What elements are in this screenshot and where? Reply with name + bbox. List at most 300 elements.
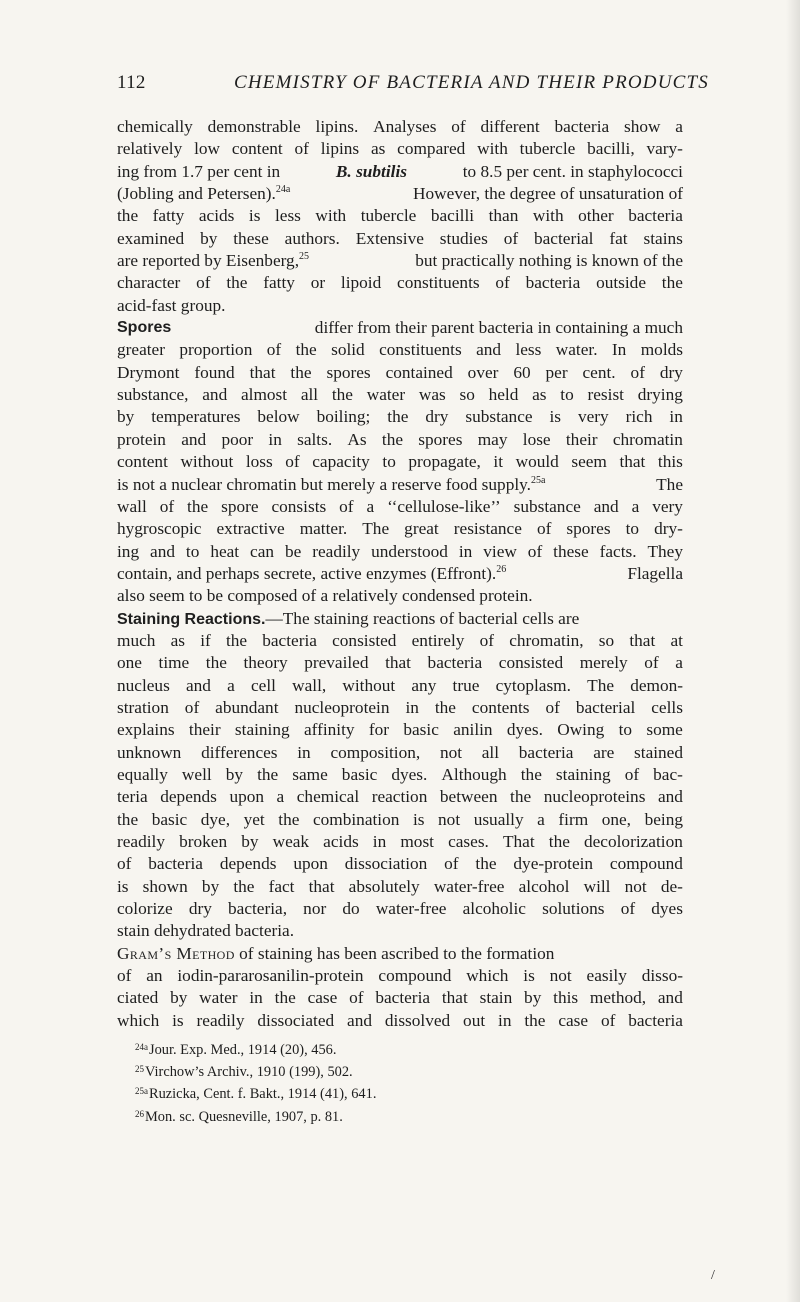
word: of: [527, 541, 543, 561]
word: in: [498, 1010, 512, 1030]
word: acids: [323, 832, 359, 851]
word: authors.: [284, 228, 340, 248]
word: water-free: [375, 899, 447, 919]
text-line: [117, 1010, 683, 1032]
word: to: [382, 452, 396, 472]
word: is: [117, 876, 129, 896]
word: out: [463, 1010, 486, 1030]
word: Extensive: [355, 228, 424, 248]
word: cytoplasm.: [495, 675, 571, 695]
word: with: [315, 206, 347, 226]
word: The: [587, 675, 615, 695]
word: capacity: [312, 452, 370, 472]
word: depends: [219, 854, 277, 874]
footnote: [135, 1060, 376, 1082]
text-segment: Gram’s Method of staining has been ascribed to the formation: [117, 943, 554, 965]
word: fatty: [152, 206, 185, 226]
word: consisted: [332, 630, 397, 650]
word: almost: [240, 385, 288, 405]
word: same: [292, 764, 328, 784]
word: would: [515, 452, 559, 472]
word: readily: [196, 1010, 245, 1030]
word: very: [652, 496, 683, 516]
word: hygroscopic: [117, 519, 202, 539]
word: without: [342, 675, 396, 695]
text-line: [117, 898, 683, 920]
word: that: [308, 876, 335, 896]
word: at: [670, 630, 683, 650]
footnote-ref[interactable]: 26: [496, 563, 507, 575]
word: these: [553, 541, 589, 561]
text-segment: is not a nuclear chromatin but merely a reserve food supply.$^{25a}$: [117, 474, 546, 494]
word: poor: [221, 429, 254, 449]
word: readily: [312, 541, 361, 561]
word: that: [249, 362, 276, 382]
text-line: [117, 339, 683, 361]
word: chromatin: [612, 429, 683, 449]
text-line: [117, 138, 683, 160]
word: bacteria: [628, 206, 683, 226]
text-segment: acid-fast group.: [117, 295, 226, 315]
word: so: [598, 630, 615, 650]
word: cell: [250, 675, 276, 695]
word: dye,: [200, 809, 231, 829]
section-heading: Staining Reactions.: [117, 610, 266, 628]
word: acids: [198, 206, 235, 226]
word: of: [294, 139, 309, 159]
text-line: [117, 295, 683, 317]
word: the: [520, 764, 542, 784]
text-line: [117, 697, 683, 719]
word: by: [201, 876, 220, 896]
word: over: [467, 362, 499, 382]
word: their: [188, 720, 221, 740]
word: Owing: [557, 720, 605, 740]
word: As: [347, 429, 367, 449]
word: The: [362, 519, 390, 539]
word: outside: [596, 273, 646, 293]
word: fact: [268, 876, 295, 896]
word: consisted: [498, 653, 564, 673]
word: of: [266, 340, 282, 360]
word: ‘‘cellulose-like’’: [387, 496, 501, 516]
text-line: [117, 272, 683, 294]
word: of: [159, 496, 175, 516]
word: is: [523, 966, 535, 986]
word: water.: [555, 340, 598, 360]
word: molds: [640, 340, 683, 360]
word: dyes: [651, 899, 683, 919]
word: unknown: [117, 742, 182, 762]
text-line: [117, 228, 683, 250]
text-line: [117, 965, 683, 987]
word: dissolved: [384, 1010, 451, 1030]
word: as: [170, 630, 185, 650]
word: in: [249, 988, 263, 1008]
word: a: [537, 809, 545, 829]
text-line: [117, 853, 683, 875]
word: proportion: [179, 340, 253, 360]
word: constituents: [379, 340, 462, 360]
word: with: [477, 139, 508, 159]
word: spores: [566, 519, 611, 539]
footnotes: [135, 1038, 376, 1127]
word: view: [483, 541, 517, 561]
word: the: [548, 832, 570, 851]
word: the: [117, 206, 139, 226]
species-name: B. subtilis: [335, 161, 407, 181]
word: and: [657, 988, 683, 1008]
word: fatty: [263, 273, 295, 293]
stray-mark: /: [711, 1268, 715, 1283]
word: by: [200, 228, 218, 248]
word: seem: [571, 452, 607, 472]
text-line: [117, 541, 683, 563]
word: in: [372, 832, 387, 851]
word: the: [290, 362, 312, 382]
text-segment: Flagella: [627, 563, 683, 583]
word: a: [227, 675, 235, 695]
word: bacteria: [262, 630, 317, 650]
word: depends: [160, 787, 217, 807]
word: lipins: [320, 139, 360, 159]
word: in: [297, 742, 311, 762]
word: all: [300, 385, 319, 405]
word: absolutely: [348, 876, 420, 896]
word: below: [257, 407, 300, 427]
word: protein: [117, 429, 166, 449]
word: of: [495, 273, 510, 293]
word: tubercle: [519, 139, 576, 159]
word: substance,: [117, 385, 189, 405]
word: dry: [659, 362, 683, 382]
footnote-text: Mon. sc. Quesneville, 1907, p. 81.: [145, 1108, 343, 1125]
footnote-ref[interactable]: 24a: [275, 184, 291, 196]
word: upon: [293, 854, 328, 874]
word: basic: [341, 764, 378, 784]
footnote-marker: 25a: [135, 1086, 148, 1097]
word: by: [225, 764, 244, 784]
word: between: [439, 787, 498, 807]
word: de-: [660, 876, 683, 896]
text-line: [117, 384, 683, 406]
word: stained: [634, 742, 683, 762]
word: may: [477, 429, 508, 449]
word: water: [366, 385, 406, 405]
footnote-text: Jour. Exp. Med., 1914 (20), 456.: [149, 1042, 337, 1058]
text-line: [117, 563, 683, 585]
word: great: [404, 519, 439, 539]
footnote-text: Ruzicka, Cent. f. Bakt., 1914 (41), 641.: [149, 1086, 377, 1103]
word: upon: [229, 787, 264, 807]
word: of: [285, 452, 300, 472]
word: ing: [117, 541, 140, 561]
word: anilin: [453, 720, 493, 740]
word: That: [502, 832, 535, 851]
word: consists: [271, 496, 327, 516]
word: of: [630, 362, 645, 382]
word: compound: [609, 854, 683, 874]
word: dissociated: [257, 1010, 335, 1030]
text-line: [117, 675, 683, 697]
word: loss: [245, 452, 273, 472]
footnote-marker: 24a: [135, 1042, 148, 1052]
word: by: [117, 407, 135, 427]
word: examined: [117, 228, 185, 248]
word: composition,: [330, 742, 421, 762]
footnote: [135, 1082, 376, 1104]
word: dry: [188, 899, 212, 919]
word: the: [257, 764, 279, 784]
word: not: [438, 809, 461, 829]
word: any: [411, 675, 437, 695]
text-line: [117, 183, 683, 205]
word: lipins.: [315, 117, 359, 136]
word: dyes.: [391, 764, 428, 784]
word: the: [524, 1010, 546, 1030]
word: readily: [117, 832, 165, 851]
footnote: [135, 1105, 376, 1127]
word: other: [578, 206, 614, 226]
word: staining: [234, 720, 290, 740]
word: dyes.: [506, 720, 543, 740]
word: bacteria: [525, 273, 581, 293]
footnote-marker: 25: [135, 1064, 144, 1075]
word: They: [647, 541, 683, 561]
word: of: [339, 496, 354, 516]
word: that: [629, 630, 656, 650]
word: combination: [312, 809, 400, 829]
text-segment: are reported by Eisenberg,$^{25}$: [117, 251, 310, 271]
word: in: [268, 429, 282, 449]
word: cent.: [582, 362, 616, 382]
word: bacteria: [554, 117, 610, 136]
word: it: [493, 452, 504, 472]
word: spore: [221, 496, 259, 516]
text-line: [117, 719, 683, 741]
word: as: [532, 385, 547, 405]
word: Although: [441, 764, 507, 784]
word: and: [593, 496, 619, 516]
word: substance: [513, 496, 581, 516]
text-line: [117, 429, 683, 451]
text-segment: Staining Reactions.—The staining reactions of bacterial cells are: [117, 608, 579, 630]
word: the: [225, 630, 248, 650]
word: of: [479, 630, 495, 650]
word: bac-: [653, 764, 683, 784]
word: cases.: [448, 832, 489, 851]
text-segment: but practically nothing is known of the: [415, 251, 683, 271]
section-heading: Gram’s Method: [117, 943, 235, 963]
word: basic: [151, 809, 188, 829]
word: tubercle: [360, 206, 417, 226]
word: the: [278, 809, 300, 829]
text-line: [117, 742, 683, 764]
text-segment: to 8.5 per cent. in staphylococci: [462, 161, 683, 181]
footnote-text: Virchow’s Archiv., 1910 (199), 502.: [145, 1064, 353, 1081]
text-line: [117, 317, 683, 339]
word: and: [657, 787, 683, 807]
word: studies: [439, 228, 488, 248]
word: different: [480, 117, 540, 136]
word: their: [565, 429, 598, 449]
word: explains: [117, 720, 175, 740]
word: yet: [243, 809, 265, 829]
word: method,: [589, 988, 647, 1008]
text-line: [117, 250, 683, 272]
word: with: [532, 206, 564, 226]
word: cells: [651, 697, 683, 717]
word: to: [618, 720, 633, 740]
word: as: [370, 139, 386, 159]
footnote-ref[interactable]: 25: [299, 251, 310, 263]
word: an: [146, 966, 163, 986]
word: one,: [601, 809, 632, 829]
word: dry-: [654, 519, 683, 539]
word: wall: [117, 496, 147, 516]
footnote-marker: 26: [135, 1108, 144, 1119]
word: a: [675, 653, 683, 673]
word: temperatures: [151, 407, 241, 427]
word: the: [510, 787, 532, 807]
word: of: [451, 117, 466, 136]
text-line: [117, 451, 683, 473]
word: iodin-pararosanilin-protein: [177, 966, 364, 986]
word: the: [387, 407, 409, 427]
word: that: [385, 653, 411, 673]
word: bacteria: [518, 742, 574, 762]
word: less: [274, 206, 301, 226]
word: dissociation: [344, 854, 428, 874]
text-line: [117, 987, 683, 1009]
word: vary-: [646, 139, 683, 159]
text-segment: ing from 1.7 per cent in: [117, 161, 281, 181]
word: rich: [625, 407, 653, 427]
word: the: [117, 809, 139, 829]
word: without: [180, 452, 234, 472]
word: to: [560, 385, 574, 405]
word: by: [241, 832, 259, 851]
word: of: [620, 899, 636, 919]
word: held: [488, 385, 519, 405]
word: a: [675, 117, 683, 136]
word: the: [226, 273, 248, 293]
word: relatively: [117, 139, 183, 159]
word: is: [248, 206, 261, 226]
word: the: [274, 988, 296, 1008]
word: and: [476, 340, 502, 360]
word: affinity: [303, 720, 355, 740]
footnote-ref[interactable]: 25a: [530, 474, 546, 486]
word: shown: [142, 876, 188, 896]
word: a: [366, 496, 375, 516]
word: a: [631, 496, 640, 516]
text-line: [117, 406, 683, 428]
word: being: [644, 809, 683, 829]
word: case: [558, 1010, 589, 1030]
word: contents: [471, 697, 530, 717]
word: for: [368, 720, 390, 740]
word: the: [475, 854, 497, 874]
word: abundant: [215, 697, 279, 717]
word: spores: [326, 362, 371, 382]
word: not: [624, 876, 647, 896]
word: these: [233, 228, 269, 248]
word: prevailed: [304, 653, 369, 673]
word: bacteria: [427, 653, 483, 673]
text-line: [117, 474, 683, 496]
text-line: [117, 161, 683, 183]
word: of: [503, 228, 519, 248]
text-line: [117, 630, 683, 652]
word: the: [295, 340, 317, 360]
word: the: [233, 876, 255, 896]
word: this: [657, 452, 683, 472]
word: water: [199, 988, 238, 1008]
word: most: [400, 832, 434, 851]
word: reaction: [371, 787, 428, 807]
word: merely: [579, 653, 628, 673]
word: fat: [609, 228, 628, 248]
text-segment: contain, and perhaps secrete, active enzymes (Effront).$^{26}$: [117, 563, 507, 583]
word: constituents: [397, 273, 480, 293]
word: bacteria: [148, 854, 203, 874]
word: the: [661, 273, 683, 293]
word: bacterial: [534, 228, 594, 248]
page-number: 112: [117, 72, 146, 93]
word: Analyses: [373, 117, 437, 136]
word: disso-: [641, 966, 683, 986]
word: resistance: [453, 519, 522, 539]
word: will: [583, 876, 611, 896]
word: contained: [385, 362, 453, 382]
word: stain: [479, 988, 513, 1008]
word: solutions: [542, 899, 605, 919]
word: to: [185, 541, 200, 561]
word: theory: [243, 653, 288, 673]
word: demonstrable: [207, 117, 301, 136]
word: be: [284, 541, 302, 561]
word: Drymont: [117, 362, 180, 382]
word: dye-protein: [513, 854, 594, 874]
word: in: [669, 407, 683, 427]
text-segment: also seem to be composed of a relatively condensed protein.: [117, 586, 533, 606]
word: dry: [425, 407, 449, 427]
word: not: [439, 742, 463, 762]
word: of: [545, 697, 560, 717]
text-line: [117, 786, 683, 808]
text-line: [117, 920, 683, 942]
word: in: [458, 541, 473, 561]
word: do: [342, 899, 360, 919]
word: propagate,: [408, 452, 481, 472]
word: broken: [179, 832, 228, 851]
word: wall,: [292, 675, 327, 695]
word: heat: [210, 541, 240, 561]
word: decolorization: [584, 832, 683, 851]
word: compound: [378, 966, 452, 986]
word: resist: [587, 385, 624, 405]
word: drying: [637, 385, 683, 405]
word: and: [181, 429, 207, 449]
word: bacteria,: [228, 899, 288, 919]
word: nucleoproteins: [543, 787, 646, 807]
word: true: [452, 675, 480, 695]
page-edge-shadow: [786, 0, 800, 1302]
word: alcoholic: [462, 899, 526, 919]
word: matter.: [299, 519, 348, 539]
word: which: [466, 966, 509, 986]
